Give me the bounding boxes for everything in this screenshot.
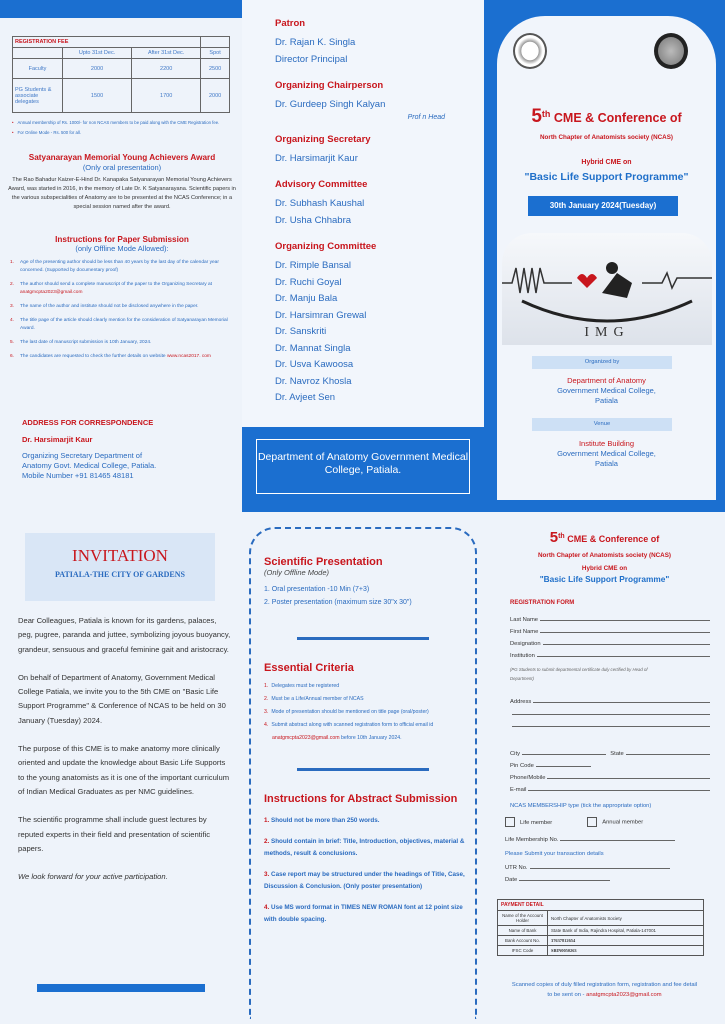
list-item bbox=[264, 695, 474, 703]
annual-member-label: Annual member bbox=[602, 819, 644, 826]
item-text: The candidates are requested to check the further details on website bbox=[20, 354, 166, 359]
member-name: Director Principal bbox=[275, 53, 348, 65]
item-link[interactable]: www.ncas2017. com bbox=[166, 354, 211, 359]
fee-notes: • Annual membership of Rs. 1000/- for non NCAS members to be paid along with the CME Registration fee. • For Online Mode - Rs. 500 for all. bbox=[12, 120, 220, 135]
member-name: Dr. Rimple Bansal bbox=[275, 260, 352, 271]
award-section bbox=[8, 153, 236, 212]
item-number: 4. bbox=[10, 318, 15, 323]
item-text: Case report may be structured under the headings of Title, Case, Discussion & Conclusion. (Only poster presentation) bbox=[264, 871, 465, 890]
payment-title: PAYMENT DETAIL bbox=[498, 900, 704, 911]
item-number: 2. bbox=[264, 696, 269, 702]
cell: 2200 bbox=[132, 59, 201, 79]
list-item bbox=[264, 708, 474, 716]
city-tagline: PATIALA-THE CITY OF GARDENS bbox=[54, 570, 185, 579]
item-text: Should not be more than 250 words. bbox=[271, 817, 380, 824]
item-text: The name of the author and institute should not be disclosed anywhere in the paper. bbox=[20, 304, 199, 309]
email-field[interactable]: E-mail bbox=[510, 781, 710, 793]
institution-field[interactable]: Institution bbox=[510, 647, 710, 659]
instructions-subtitle: (only Offline Mode Allowed): bbox=[75, 244, 169, 253]
item-text: Should contain in brief: Title, Introduction, objectives, material & methods, result & conclusions. bbox=[264, 838, 465, 857]
item-number: 4. bbox=[264, 722, 269, 728]
form-title: REGISTRATION FORM bbox=[510, 600, 575, 606]
item-text: The author should send a complete manuscript of the paper to the Organizing Secretary at bbox=[20, 282, 212, 287]
state-field[interactable] bbox=[626, 754, 710, 755]
header-cell: Spot bbox=[201, 48, 230, 59]
closing-line: We look forward for your active participation. bbox=[18, 872, 168, 882]
member-name: Dr. Gurdeep Singh Kalyan bbox=[275, 99, 386, 110]
fee-award-panel bbox=[0, 0, 242, 512]
transaction-label: Please Submit your transaction details bbox=[505, 851, 604, 857]
invitation-header bbox=[25, 533, 215, 601]
paragraph: Dear Colleagues, Patiala is known for its gardens, palaces, peg, pugree, paranda and juttee, symbolizing joyous buoyancy, grandeur, sensuous and graceful feminine gait and aristocracy. bbox=[18, 616, 231, 654]
img-label: IMG bbox=[584, 325, 630, 340]
item-text: Mode of presentation should be mentioned on title page (oral/poster) bbox=[271, 709, 429, 715]
cell: 2500 bbox=[201, 59, 230, 79]
registration-panel bbox=[484, 512, 725, 1024]
list-item bbox=[8, 281, 236, 297]
note: For Online Mode - Rs. 500 for all. bbox=[17, 130, 82, 135]
member-name: Dr. Usva Kawoosa bbox=[275, 359, 354, 370]
committee-panel bbox=[242, 0, 484, 512]
award-title: Satyanarayan Memorial Young Achievers Award bbox=[28, 153, 216, 162]
divider bbox=[297, 768, 429, 771]
venue: Institute Building Government Medical College, Patiala bbox=[557, 439, 656, 468]
table-row: IFSC Code SBIN0050263 bbox=[498, 946, 704, 956]
list-item bbox=[8, 303, 236, 311]
payment-detail-table bbox=[497, 899, 704, 956]
fee-title: REGISTRATION FEE bbox=[13, 37, 201, 48]
item-number: 2. bbox=[10, 282, 15, 287]
header-cell bbox=[13, 48, 63, 59]
registration-form bbox=[505, 600, 710, 883]
invitation-title: INVITATION bbox=[72, 546, 168, 565]
paper-instructions bbox=[8, 235, 236, 367]
footer-email[interactable]: anatgmcpta2023@gmail.com bbox=[586, 992, 662, 998]
address-line: Anatomy Govt. Medical College, Patiala. bbox=[22, 461, 157, 470]
item-text: Submit abstract along with scanned registration form to official email id bbox=[271, 722, 434, 728]
department-box bbox=[242, 427, 484, 512]
criteria-email[interactable]: anatgmcpta2023@gmail.com bbox=[272, 735, 340, 741]
utr-field[interactable]: UTR No. bbox=[505, 859, 670, 871]
scientific-presentation bbox=[264, 556, 474, 609]
table-row: Name of Bank State Bank of India, Rajindra Hospital, Patiala-147001 bbox=[498, 926, 704, 936]
event-date: 30th January 2024(Tuesday) bbox=[528, 196, 678, 216]
member-name: Dr. Manju Bala bbox=[275, 293, 338, 304]
item-number: 4. bbox=[264, 904, 270, 911]
address-field[interactable]: Address bbox=[510, 693, 710, 705]
life-member-label: Life member bbox=[520, 819, 553, 826]
essential-criteria bbox=[264, 662, 474, 747]
list-item bbox=[264, 734, 474, 742]
venue-label: Venue bbox=[532, 418, 672, 431]
organized-by-label: Organized by bbox=[532, 356, 672, 369]
paragraph: On behalf of Department of Anatomy, Government Medical College Patiala, we invite you to the 5th CME on "Basic Life Support Programme" & Conference of NCAS to be held on 30 January (Tuesday) 2024. bbox=[18, 672, 226, 725]
registration-fee-table bbox=[12, 36, 230, 113]
table-header bbox=[13, 48, 230, 59]
divider-bar bbox=[37, 984, 205, 992]
member-name: Dr. Usha Chhabra bbox=[275, 214, 352, 226]
item-number: 2. bbox=[264, 838, 270, 845]
item-text: The last date of manuscript submission is 10th January, 2024. bbox=[20, 340, 152, 345]
member-name: Dr. Rajan K. Singla bbox=[275, 37, 356, 48]
state-label: State bbox=[610, 751, 624, 757]
ncas-logo bbox=[654, 33, 688, 69]
pg-note: (PG Students to submit departmental certificate duly certified by Head of Department) bbox=[510, 667, 648, 681]
table-row bbox=[13, 59, 230, 79]
theme-title: "Basic Life Support Programme" bbox=[524, 171, 689, 183]
member-name: Dr. Navroz Khosla bbox=[275, 375, 352, 387]
table-row bbox=[13, 79, 230, 113]
address-name: Dr. Harsimarjit Kaur bbox=[22, 435, 93, 444]
hybrid-label: Hybrid CME on bbox=[581, 159, 632, 166]
designation-field[interactable]: Designation bbox=[510, 635, 710, 647]
section-title: Instructions for Abstract Submission bbox=[264, 793, 458, 805]
list-item bbox=[8, 259, 236, 275]
department-text: Department of Anatomy Government Medical College, Patiala. bbox=[256, 439, 470, 494]
section-title: Scientific Presentation bbox=[264, 556, 383, 568]
section-subtitle: (Only Offline Mode) bbox=[264, 568, 330, 577]
committee-heading: Organizing Chairperson bbox=[275, 80, 384, 91]
member-role: Prof n Head bbox=[407, 113, 445, 121]
award-text: The Rao Bahadur Kaizer-E-Hind Dr. Kanapaka Satyanarayan Memorial Young Achievers Award, was started in 2016, in the memory of Late Dr. K Satyanarayana. Scientific papers in the various subspecialities of Anatomy are to be presented at the NCAS Conference; in a special session named after the award. bbox=[8, 177, 236, 210]
member-name: Dr. Harsimran Grewal bbox=[275, 309, 367, 321]
committee-heading: Patron bbox=[275, 18, 306, 29]
correspondence-address bbox=[22, 418, 156, 481]
cme-title: 5th CME & Conference of bbox=[531, 106, 682, 127]
item-number: 3. bbox=[264, 709, 269, 715]
address-line-3[interactable] bbox=[510, 717, 710, 729]
list-item: 2. Poster presentation (maximum size 30"x 30") bbox=[264, 599, 412, 606]
org-name: North Chapter of Anatomists society (NCAS) bbox=[539, 134, 674, 141]
bls-illustration bbox=[502, 233, 712, 345]
item-number: 1. bbox=[10, 260, 15, 265]
abstract-instructions bbox=[264, 793, 474, 935]
city-label: City bbox=[510, 751, 520, 757]
invitation-letter bbox=[18, 614, 233, 884]
item-text: The title page of the article should clearly mention for the consideration of Satyanarayan Memorial Award. bbox=[20, 318, 228, 331]
committee-heading: Advisory Committee bbox=[275, 179, 368, 190]
item-number: 6. bbox=[10, 354, 15, 359]
item-text: Age of the presenting author should be less than 40 years by the last day of the calendar year concerned. (Supported by documentary proof) bbox=[20, 260, 219, 273]
list-item bbox=[264, 721, 474, 729]
item-number: 3. bbox=[264, 871, 270, 878]
item-number: 1. bbox=[264, 817, 270, 824]
member-name: Dr. Ruchi Goyal bbox=[275, 276, 342, 288]
top-bar bbox=[0, 0, 242, 18]
date-field[interactable]: Date bbox=[505, 871, 610, 883]
address-title: ADDRESS FOR CORRESPONDENCE bbox=[22, 418, 154, 427]
cell: 2000 bbox=[63, 59, 132, 79]
presentation-panel bbox=[242, 512, 484, 1024]
committee-heading: Organizing Secretary bbox=[275, 133, 371, 145]
item-text: Must be a Life/Annual member of NCAS bbox=[271, 696, 364, 702]
pin-code-field[interactable]: Pin Code bbox=[510, 757, 710, 769]
address-line-2[interactable] bbox=[510, 705, 710, 717]
organizer: Department of Anatomy Government Medical College, Patiala bbox=[557, 376, 656, 405]
item-text: before 10th January 2024. bbox=[339, 735, 402, 741]
address-line: Organizing Secretary Department of bbox=[22, 451, 143, 460]
list-item bbox=[8, 339, 236, 347]
cell: 1700 bbox=[132, 79, 201, 113]
membership-label: NCAS MEMBERSHIP type (tick the appropriate option) bbox=[510, 803, 652, 809]
cover-panel bbox=[484, 0, 725, 512]
item-link[interactable]: anatgmcpta2023@gmail.com bbox=[20, 290, 83, 295]
item-number: 1. bbox=[264, 683, 269, 689]
list-item bbox=[264, 682, 474, 690]
cover-card bbox=[497, 16, 716, 500]
gmc-emblem-logo bbox=[513, 33, 547, 69]
list-item bbox=[264, 902, 474, 926]
hybrid-label: Hybrid CME on bbox=[581, 565, 628, 572]
list-item bbox=[264, 869, 474, 893]
theme-title: "Basic Life Support Programme" bbox=[539, 574, 670, 584]
item-number: 5. bbox=[10, 340, 15, 345]
list-item bbox=[264, 836, 474, 860]
table-row: Bank Account No. 37637812654 bbox=[498, 936, 704, 946]
member-name: Dr. Avjeet Sen bbox=[275, 392, 336, 403]
note: Annual membership of Rs. 1000/- for non NCAS members to be paid along with the CME Registration fee. bbox=[17, 120, 220, 125]
header-cell: After 31st Dec. bbox=[132, 48, 201, 59]
cell: Faculty bbox=[13, 59, 63, 79]
first-name-field[interactable]: First Name bbox=[510, 623, 710, 635]
instructions-title: Instructions for Paper Submission bbox=[55, 235, 189, 244]
member-name: Dr. Sanskriti bbox=[275, 326, 327, 337]
org-name: North Chapter of Anatomists society (NCAS) bbox=[537, 552, 672, 559]
list-item bbox=[8, 317, 236, 333]
item-text: Delegates must be registered bbox=[271, 683, 340, 689]
life-member-checkbox[interactable] bbox=[505, 817, 515, 827]
cme-title: 5th CME & Conference of bbox=[549, 529, 660, 546]
annual-member-checkbox[interactable] bbox=[587, 817, 597, 827]
phone-field[interactable]: Phone/Mobile bbox=[510, 769, 710, 781]
city-field[interactable] bbox=[522, 754, 606, 755]
cell: PG Students & associate delegates bbox=[13, 79, 63, 113]
member-name: Dr. Harsimarjit Kaur bbox=[275, 152, 358, 164]
cpr-heartbeat-icon bbox=[502, 233, 712, 323]
list-item bbox=[8, 353, 236, 361]
invitation-panel bbox=[0, 512, 242, 1024]
list-item bbox=[264, 815, 474, 827]
item-text: Use MS word format in TIMES NEW ROMAN font at 12 point size with double spacing. bbox=[264, 904, 463, 923]
paragraph: The purpose of this CME is to make anatomy more clinically oriented and update the knowledge about Basic Life Supports to the young anatomists as it is one of the important curriculum of Indian Medical Graduates as per NMC guidelines. bbox=[18, 744, 230, 796]
life-membership-no-field[interactable]: Life Membership No. bbox=[505, 831, 675, 843]
address-phone: Mobile Number +91 81465 48181 bbox=[22, 471, 134, 480]
divider bbox=[297, 637, 429, 640]
header-cell: Upto 31st Dec. bbox=[63, 48, 132, 59]
item-number: 3. bbox=[10, 304, 15, 309]
submission-footer: Scanned copies of duly filled registration form, registration and fee detail to be sent on - anatgmcpta2023@gmail.com bbox=[511, 982, 698, 998]
last-name-field[interactable]: Last Name bbox=[510, 611, 710, 623]
list-item: 1. Oral presentation -10 Min (7+3) bbox=[264, 586, 370, 593]
member-name: Dr. Mannat Singla bbox=[275, 342, 351, 354]
section-title: Essential Criteria bbox=[264, 662, 354, 674]
award-subtitle: (Only oral presentation) bbox=[82, 163, 162, 172]
table-row: Name of the Account Holder North Chapter of Anatomists Society bbox=[498, 911, 704, 926]
committee-heading: Organizing Committee bbox=[275, 241, 377, 252]
cell: 1500 bbox=[63, 79, 132, 113]
paragraph: The scientific programme shall include guest lectures by reputed experts in their field and presentation of scientific papers. bbox=[18, 815, 211, 853]
member-name: Dr. Subhash Kaushal bbox=[275, 198, 365, 209]
cell: 2000 bbox=[201, 79, 230, 113]
